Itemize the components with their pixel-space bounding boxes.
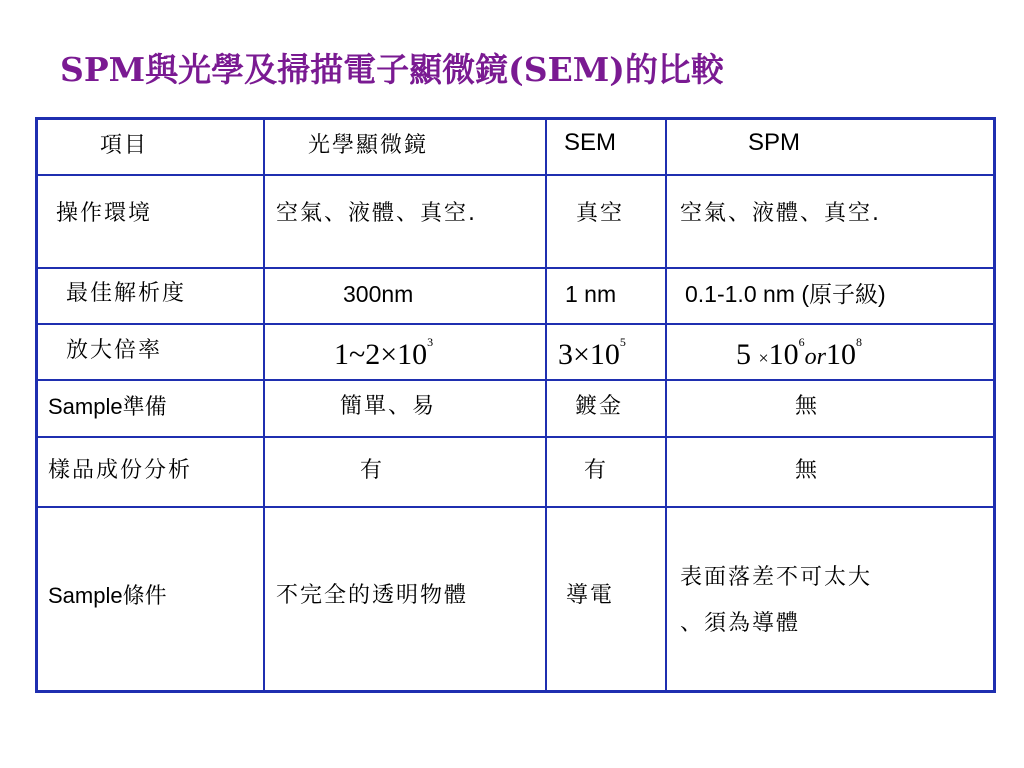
header-optical: 光學顯微鏡 <box>308 133 429 158</box>
spm-sample-condition-line2: 、須為導體 <box>680 611 801 636</box>
column-divider <box>665 120 667 690</box>
row-label-environment: 操作環境 <box>56 201 153 226</box>
column-divider <box>545 120 547 690</box>
sem-magnification: $3\times 10^5$ <box>558 335 626 371</box>
sem-composition: 有 <box>584 458 609 483</box>
row-label-sample-condition: Sample條件 <box>48 583 167 608</box>
optical-environment: 空氣、液體、真空. <box>276 201 477 226</box>
optical-resolution: 300nm <box>343 281 414 307</box>
spm-environment: 空氣、液體、真空. <box>680 201 881 226</box>
optical-sample-condition: 不完全的透明物體 <box>276 583 469 608</box>
spm-resolution: 0.1-1.0 nm (原子級) <box>685 281 886 307</box>
sem-resolution: 1 nm <box>565 281 617 307</box>
spm-sample-condition-line1: 表面落差不可太大 <box>680 565 873 590</box>
header-spm: SPM <box>748 129 801 156</box>
row-divider <box>38 379 993 381</box>
optical-composition: 有 <box>360 458 385 483</box>
sem-sample-prep: 鍍金 <box>575 394 624 419</box>
header-item: 項目 <box>100 133 149 158</box>
spm-magnification: $5 \times 10^6or10^8$ <box>736 335 862 371</box>
column-divider <box>263 120 265 690</box>
optical-sample-prep: 簡單、易 <box>340 394 437 419</box>
header-sem: SEM <box>564 129 617 156</box>
row-label-sample-prep: Sample準備 <box>48 394 167 419</box>
spm-composition: 無 <box>795 458 820 483</box>
row-divider <box>38 267 993 269</box>
sem-sample-condition: 導電 <box>566 583 615 608</box>
optical-magnification: $1\sim 2\times 10^3$ <box>334 335 434 371</box>
comparison-table <box>35 117 996 693</box>
row-label-composition: 樣品成份分析 <box>48 458 193 483</box>
spm-sample-prep: 無 <box>795 394 820 419</box>
row-label-magnification: 放大倍率 <box>66 338 163 363</box>
sem-environment: 真空 <box>576 201 625 226</box>
row-divider <box>38 436 993 438</box>
page-title: SPM與光學及掃描電子顯微鏡(SEM)的比較 <box>60 50 724 89</box>
row-divider <box>38 506 993 508</box>
row-label-resolution: 最佳解析度 <box>66 281 187 306</box>
row-divider <box>38 323 993 325</box>
row-divider <box>38 174 993 176</box>
